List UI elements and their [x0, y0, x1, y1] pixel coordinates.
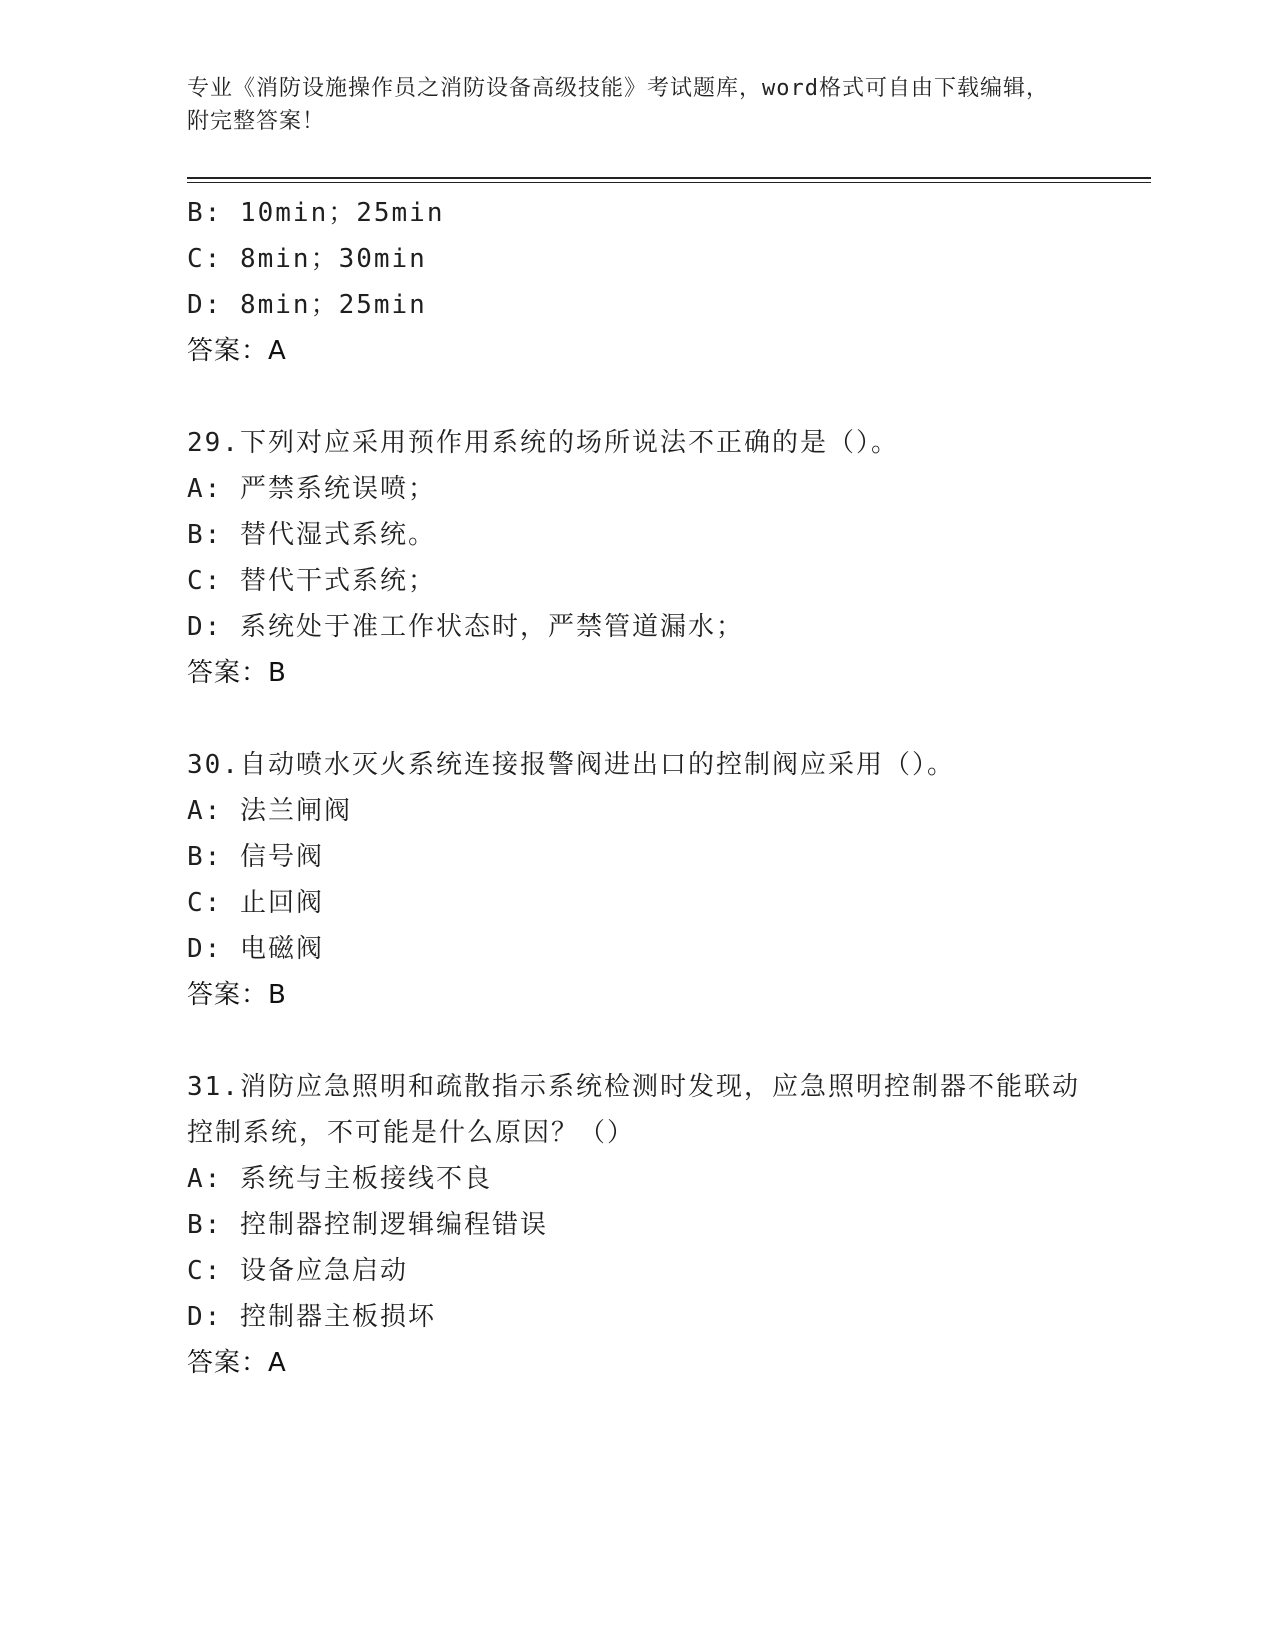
option-line: A: 系统与主板接线不良 — [187, 1164, 492, 1194]
answer-line: 答案：A — [187, 1348, 287, 1378]
option-line: D: 电磁阀 — [187, 934, 324, 964]
option-line: A: 严禁系统误喷； — [187, 474, 436, 504]
option-line: B: 10min；25min — [187, 198, 445, 228]
answer-line: 答案：A — [187, 336, 287, 366]
option-line: C: 替代干式系统； — [187, 566, 436, 596]
question-30 — [187, 742, 1107, 1018]
answer-line: 答案：B — [187, 658, 287, 688]
option-line: D: 系统处于准工作状态时，严禁管道漏水； — [187, 612, 744, 642]
option-line: C: 止回阀 — [187, 888, 324, 918]
answer-line: 答案：B — [187, 980, 287, 1010]
header-rule-thick — [187, 177, 1151, 179]
question-content — [187, 190, 1107, 1386]
spacer — [187, 374, 1107, 420]
question-29 — [187, 420, 1107, 696]
option-line: B: 替代湿式系统。 — [187, 520, 436, 550]
option-line: B: 信号阀 — [187, 842, 324, 872]
option-line: B: 控制器控制逻辑编程错误 — [187, 1210, 548, 1240]
option-line: D: 控制器主板损坏 — [187, 1302, 436, 1332]
question-text: 29.下列对应采用预作用系统的场所说法不正确的是（）。 — [187, 428, 899, 458]
question-31 — [187, 1064, 1107, 1386]
header-rule-thin — [187, 182, 1151, 183]
option-line: C: 设备应急启动 — [187, 1256, 408, 1286]
spacer — [187, 696, 1107, 742]
question-text: 31.消防应急照明和疏散指示系统检测时发现，应急照明控制器不能联动控制系统，不可能是什么原因？（） — [187, 1072, 1080, 1148]
partial-question — [187, 190, 1107, 374]
spacer — [187, 1018, 1107, 1064]
option-line: A: 法兰闸阀 — [187, 796, 352, 826]
option-line: D: 8min；25min — [187, 290, 427, 320]
option-line: C: 8min；30min — [187, 244, 427, 274]
document-header: 专业《消防设施操作员之消防设备高级技能》考试题库，word格式可自由下载编辑，附完整答案！ — [187, 76, 1049, 134]
question-text: 30.自动喷水灭火系统连接报警阀进出口的控制阀应采用（）。 — [187, 750, 955, 780]
